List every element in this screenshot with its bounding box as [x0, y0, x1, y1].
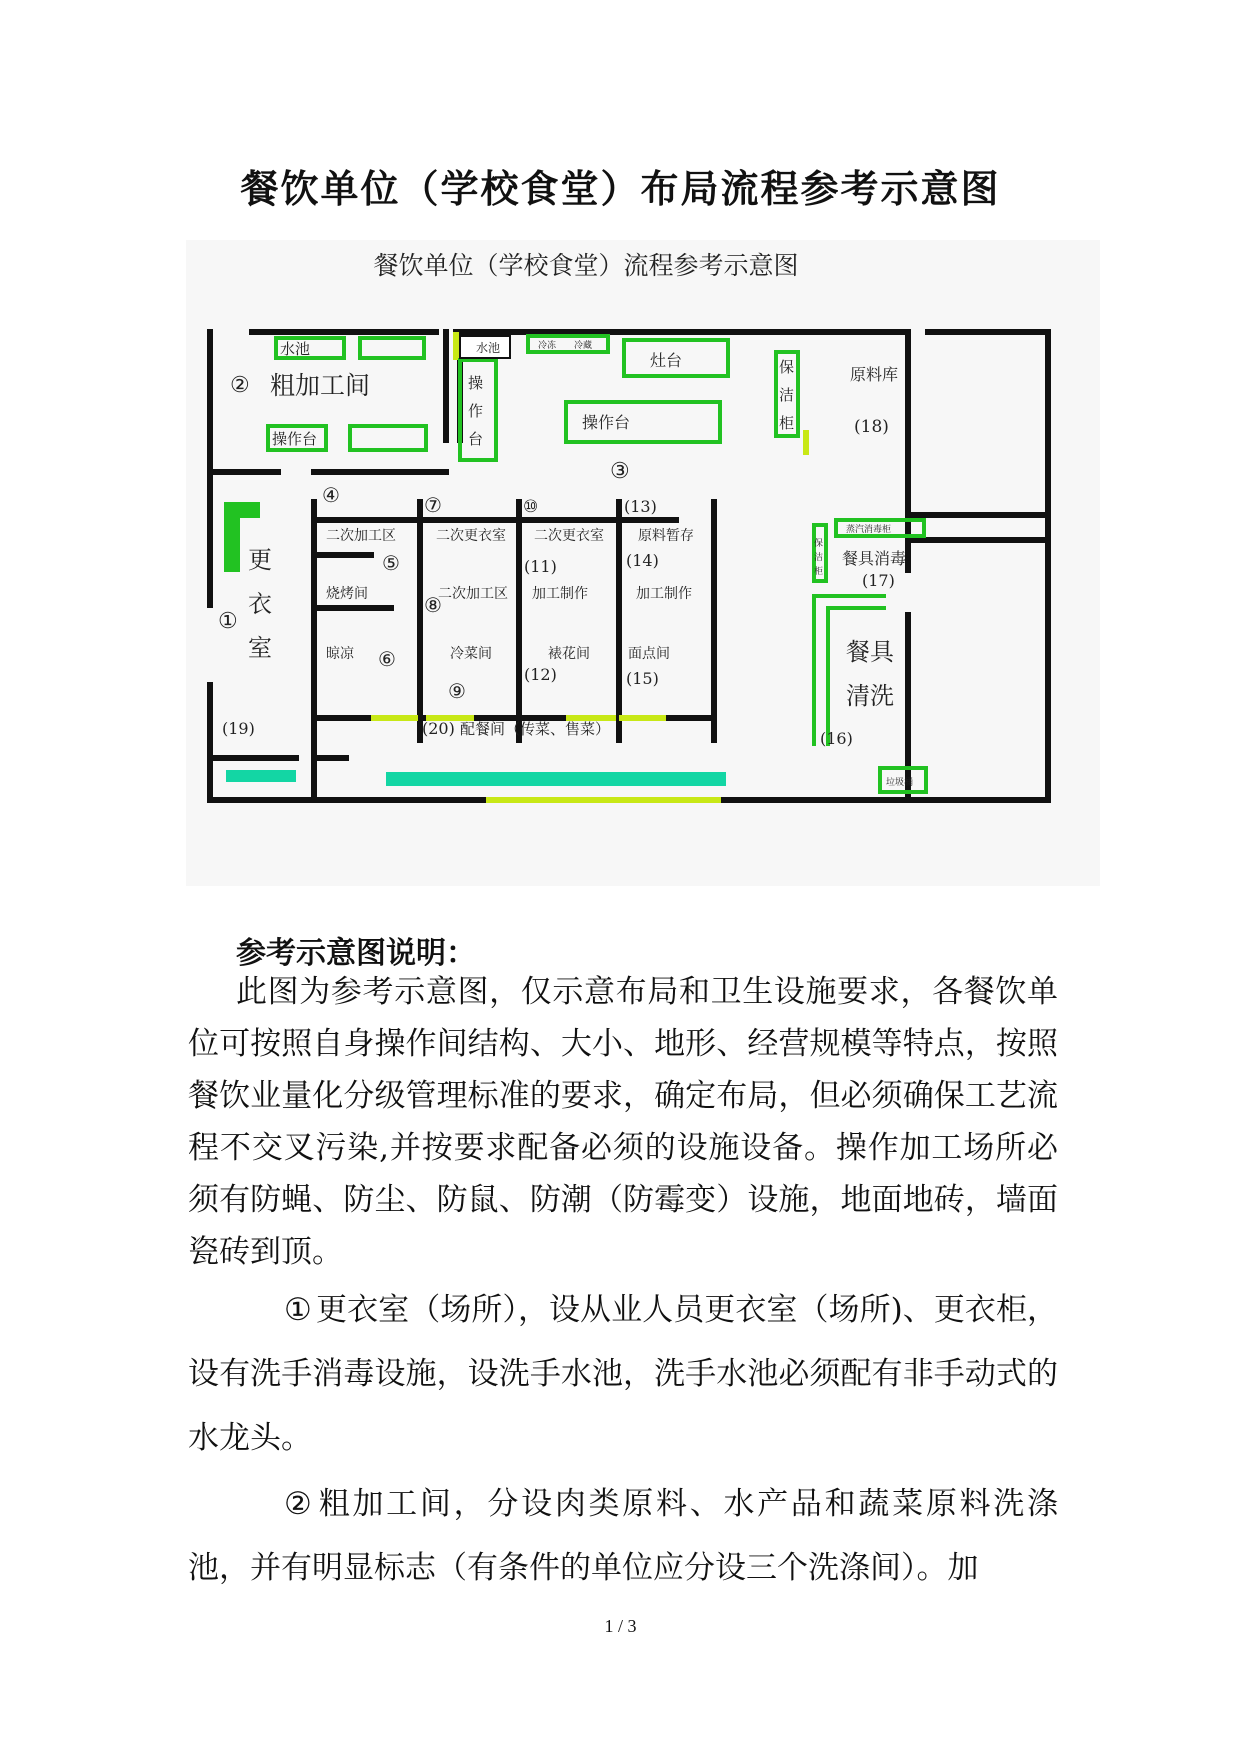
steam-cabinet-label: 蒸汽消毒柜	[846, 525, 892, 535]
area-20-number: (20)	[422, 719, 455, 738]
sink-label-1: 水池	[280, 340, 311, 358]
area-3-number: ③	[610, 459, 630, 484]
area-19-number: (19)	[222, 719, 255, 738]
changing-room-char-1: 更	[248, 546, 272, 574]
area-4-number: ④	[322, 483, 340, 507]
cold-dish-room-label: 冷菜间	[450, 646, 492, 662]
item-1-text: 更衣室（场所），设从业人员更衣室（场所)、更衣柜，设有洗手消毒设施，设洗手水池，洗手水池必须配有非手动式的水龙头。	[188, 1292, 1058, 1456]
cooling-label: 晾凉	[326, 646, 354, 662]
changing-room-char-2: 衣	[248, 590, 272, 618]
workbench-label-c: 操作台	[582, 413, 631, 432]
serving-room-label: 配餐间（传菜、售菜）	[460, 720, 611, 738]
counter-fixture-b	[350, 426, 426, 450]
secondary-processing-a-label: 二次加工区	[326, 528, 396, 544]
cabinet-label-1: 保	[779, 358, 795, 376]
pastry-room-label: 面点间	[628, 646, 670, 662]
fridge-label: 冷藏	[574, 341, 593, 351]
garnish-room-label: 裱花间	[548, 646, 590, 662]
area-10-number: ⑩	[523, 497, 539, 517]
section-heading: 参考示意图说明：	[236, 936, 476, 971]
changing-room-2a-label: 二次更衣室	[436, 528, 506, 544]
changing-room-char-3: 室	[248, 634, 272, 662]
item-1-paragraph	[188, 1278, 1058, 1470]
area-9-number: ⑨	[448, 679, 466, 703]
area-5-number: ⑤	[382, 551, 400, 575]
dish-washing-label-1: 餐具	[846, 638, 894, 666]
counter-fixture	[360, 338, 424, 358]
room-2-number: ②	[230, 373, 250, 398]
item-2-number: ②	[284, 1486, 312, 1522]
area-1-number: ①	[218, 609, 238, 634]
area-7-number: ⑦	[424, 493, 442, 517]
processing-label-a: 加工制作	[532, 586, 588, 602]
area-8-number: ⑧	[424, 593, 442, 617]
small-cabinet-2: 洁	[814, 553, 824, 563]
area-15-number: (15)	[626, 669, 659, 688]
floor-plan-svg	[186, 240, 1100, 886]
area-18-number: (18)	[854, 417, 889, 437]
wash-counter	[814, 596, 886, 746]
area-16-number: (16)	[820, 729, 853, 748]
area-12-number: (12)	[524, 665, 557, 684]
item-2-paragraph	[188, 1472, 1058, 1600]
freezer-label: 冷冻	[538, 341, 557, 351]
area-14-number: (14)	[626, 551, 659, 570]
page-number: 1 / 3	[604, 1616, 637, 1636]
dish-washing-label-2: 清洗	[846, 682, 894, 710]
area-11-number: (11)	[524, 557, 557, 576]
trash-bin-label: 垃圾桶	[886, 778, 914, 788]
secondary-processing-b-label: 二次加工区	[438, 586, 508, 602]
area-17-number: (17)	[862, 571, 895, 590]
stove-label: 灶台	[650, 351, 683, 370]
storage-room-label: 原料库	[850, 365, 899, 384]
area-6-number: ⑥	[378, 647, 396, 671]
bbq-room-label: 烧烤间	[326, 586, 368, 602]
cabinet-label-3: 柜	[779, 414, 795, 432]
cabinet-label-2: 洁	[779, 386, 795, 404]
rough-processing-room-label: 粗加工间	[270, 371, 371, 400]
workbench-v-2: 作	[468, 402, 484, 420]
disinfection-label: 餐具消毒	[842, 549, 907, 568]
item-2-text: 粗加工间，分设肉类原料、水产品和蔬菜原料洗涤池，并有明显标志（有条件的单位应分设三个洗涤间）。加	[188, 1486, 1058, 1586]
small-cabinet-3: 柜	[814, 567, 824, 577]
intro-paragraph: 此图为参考示意图，仅示意布局和卫生设施要求，各餐饮单位可按照自身操作间结构、大小、地形、经营规模等特点，按照餐饮业量化分级管理标准的要求，确定布局，但必须确保工艺流程不交叉污染,并按要求配备必须的设施设备。操作加工场所必须有防蝇、防尘、防鼠、防潮（防霉变）设施，地面地砖，墙面瓷砖到顶。	[188, 974, 1058, 1270]
changing-room-2b-label: 二次更衣室	[534, 528, 604, 544]
processing-label-b: 加工制作	[636, 586, 692, 602]
workbench-v-3: 台	[468, 430, 484, 448]
area-13-number: (13)	[624, 497, 657, 516]
page-title: 餐饮单位（学校食堂）布局流程参考示意图	[240, 166, 1001, 211]
sink-label-2: 水池	[476, 341, 501, 355]
temp-storage-label: 原料暂存	[638, 528, 694, 544]
small-cabinet-1: 保	[814, 539, 824, 549]
item-1-number: ①	[284, 1292, 312, 1328]
figure-title: 餐饮单位（学校食堂）流程参考示意图	[373, 251, 799, 280]
workbench-label-a: 操作台	[272, 430, 318, 448]
workbench-v-1: 操	[468, 374, 484, 392]
floor-plan-figure	[186, 240, 1100, 886]
